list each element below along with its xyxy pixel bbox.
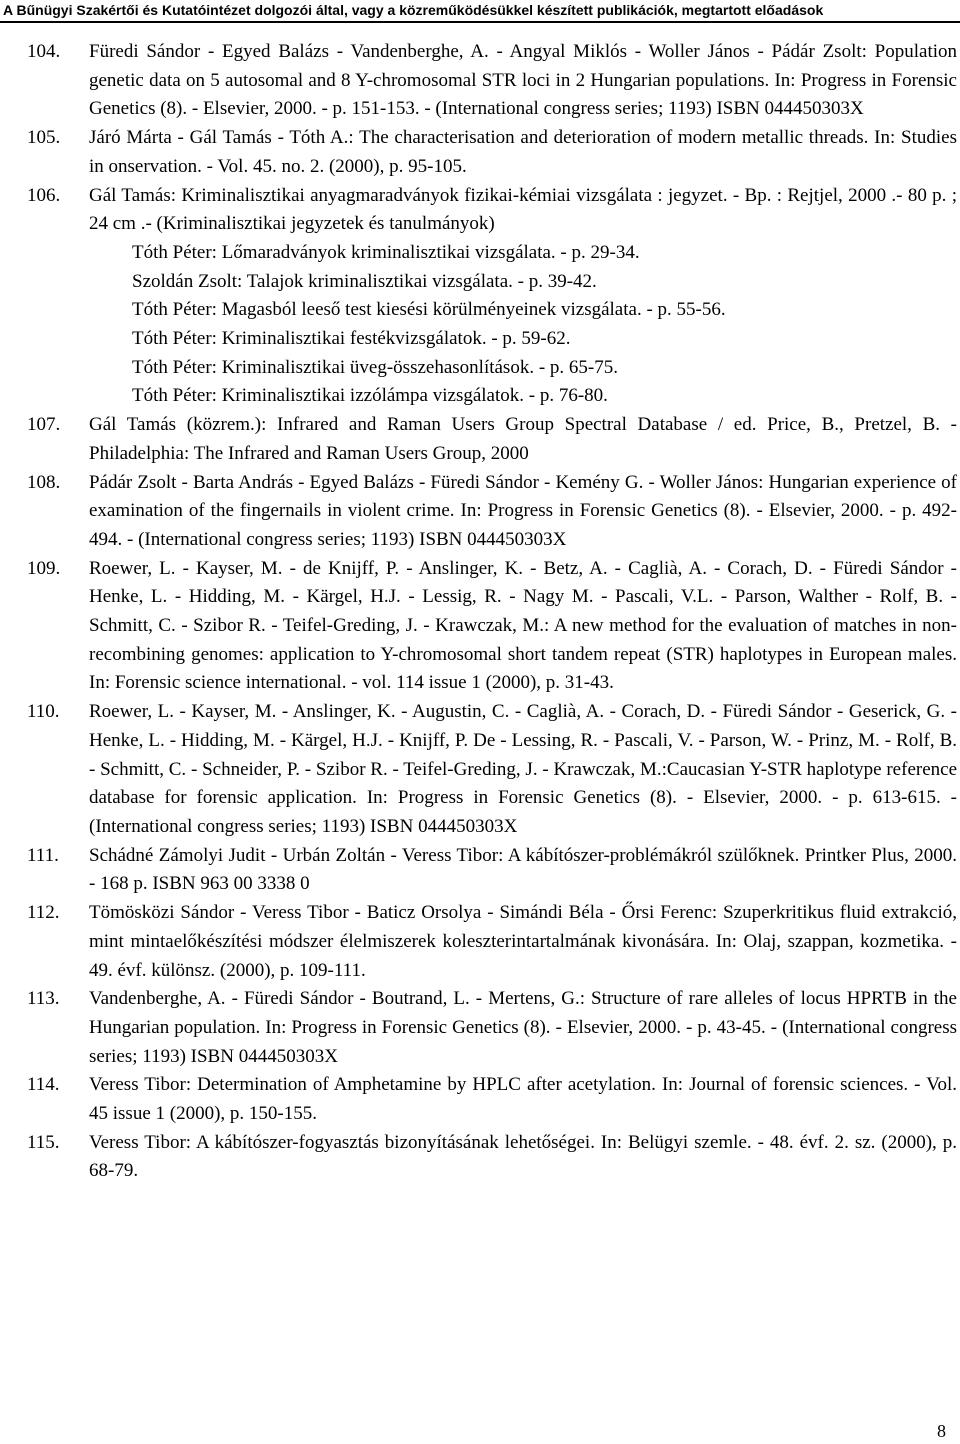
sub-entry: Tóth Péter: Lőmaradványok kriminalisztikai vizsgálata. - p. 29-34. — [132, 241, 640, 263]
entry-number: 109. — [27, 557, 61, 579]
entry-number: 105. — [27, 127, 61, 149]
entry-text: Gál Tamás: Kriminalisztikai anyagmaradványok fizikai-kémiai vizsgálata : jegyzet. - Bp. : Rejtjel, 2000 .- 80 p. ; 24 cm .- (Kriminalisztikai jegyzetek és tanulmányok) — [89, 184, 957, 235]
list-item — [27, 842, 957, 899]
entry-number: 113. — [27, 988, 60, 1010]
list-item — [27, 698, 957, 842]
entry-body — [89, 182, 957, 412]
list-item — [27, 38, 957, 124]
sub-entry: Tóth Péter: Kriminalisztikai izzólámpa vizsgálatok. - p. 76-80. — [132, 385, 608, 407]
entry-number: 114. — [27, 1074, 60, 1096]
sub-entry: Tóth Péter: Kriminalisztikai üveg-összehasonlítások. - p. 65-75. — [132, 356, 618, 378]
entry-number: 112. — [27, 902, 60, 924]
entry-text: Vandenberghe, A. - Füredi Sándor - Boutrand, L. - Mertens, G.: Structure of rare alleles of locus HPRTB in the Hungarian population. In: Progress in Forensic Genetics (8). - Elsevier, 2000. - p. 43-45. - (International congress series; 1193) ISBN 044450303X — [89, 988, 957, 1067]
entry-text: Tömösközi Sándor - Veress Tibor - Baticz Orsolya - Simándi Béla - Őrsi Ferenc: Szuperkritikus fluid extrakció, mint mintaelőkészítési módszer élelmiszerek koleszterintartalmának kivonására. In: Olaj, szappan, kozmetika. - 49. évf. különsz. (2000), p. 109-111. — [89, 902, 957, 981]
list-item — [27, 1071, 957, 1128]
list-item — [27, 411, 957, 468]
entry-number: 111. — [27, 844, 59, 866]
list-item — [27, 124, 957, 181]
list-item — [27, 555, 957, 699]
entry-text: Pádár Zsolt - Barta András - Egyed Balázs - Füredi Sándor - Kemény G. - Woller János: Hungarian experience of examination of the fingernails in violent crime. In: Progress in Forensic Genetics (8). - Elsevier, 2000. - p. 492-494. - (International congress series; 1193) ISBN 044450303X — [89, 471, 957, 550]
header-rule — [0, 21, 960, 23]
entry-text: Füredi Sándor - Egyed Balázs - Vandenberghe, A. - Angyal Miklós - Woller János - Pádár Zsolt: Population genetic data on 5 autosomal and 8 Y-chromosomal STR loci in 2 Hungarian populations. In: Progress in Forensic Genetics (8). - Elsevier, 2000. - p. 151-153. - (International congress series; 1193) ISBN 044450303X — [89, 41, 957, 120]
list-item — [27, 182, 957, 412]
page-header: A Bűnügyi Szakértői és Kutatóintézet dolgozói által, vagy a közreműködésükkel készített publikációk, megtartott előadások — [3, 2, 824, 18]
entry-text: Veress Tibor: Determination of Amphetamine by HPLC after acetylation. In: Journal of forensic sciences. - Vol. 45 issue 1 (2000), p. 150-155. — [89, 1074, 957, 1125]
list-item — [27, 899, 957, 985]
entry-number: 107. — [27, 414, 61, 436]
entry-text: Gál Tamás (közrem.): Infrared and Raman Users Group Spectral Database / ed. Price, B., Pretzel, B. - Philadelphia: The Infrared and Raman Users Group, 2000 — [89, 414, 957, 464]
list-item — [27, 469, 957, 555]
entry-number: 106. — [27, 184, 61, 206]
entry-number: 104. — [27, 41, 61, 62]
entry-text: Roewer, L. - Kayser, M. - de Knijff, P. - Anslinger, K. - Betz, A. - Caglià, A. - Corach, D. - Füredi Sándor - Henke, L. - Hidding, M. - Kärgel, H.J. - Lessig, R. - Nagy M. - Pascali, V.L. - Parson, Walther - Rolf, B. - Schmitt, C. - Szibor R. - Teifel-Greding, J. - Krawczak, M.: A new method for the evaluation of matches in non-recombining genomes: application to Y-chromosomal short tandem repeat (STR) haplotypes in European males. In: Forensic science international. - vol. 114 issue 1 (2000), p. 31-43. — [89, 557, 957, 694]
sub-entry: Tóth Péter: Kriminalisztikai festékvizsgálatok. - p. 59-62. — [132, 328, 571, 350]
page-number: 8 — [937, 1421, 946, 1441]
sub-entry: Szoldán Zsolt: Talajok kriminalisztikai vizsgálata. - p. 39-42. — [132, 270, 597, 292]
entry-text: Járó Márta - Gál Tamás - Tóth A.: The characterisation and deterioration of modern metallic threads. In: Studies in onservation. - Vol. 45. no. 2. (2000), p. 95-105. — [89, 127, 957, 177]
entry-text: Schádné Zámolyi Judit - Urbán Zoltán - Veress Tibor: A kábítószer-problémákról szülőknek. Printker Plus, 2000. - 168 p. ISBN 963 00 3338 0 — [89, 844, 957, 895]
entry-number: 108. — [27, 471, 61, 493]
list-item — [27, 985, 957, 1071]
list-item — [27, 1129, 957, 1186]
entry-text: Veress Tibor: A kábítószer-fogyasztás bizonyításának lehetőségei. In: Belügyi szemle. - 48. évf. 2. sz. (2000), p. 68-79. — [89, 1131, 957, 1182]
entry-number: 110. — [27, 701, 60, 723]
sub-entry: Tóth Péter: Magasból leeső test kiesési körülményeinek vizsgálata. - p. 55-56. — [132, 299, 726, 321]
publication-list — [27, 38, 957, 1186]
entry-number: 115. — [27, 1131, 60, 1153]
entry-text: Roewer, L. - Kayser, M. - Anslinger, K. - Augustin, C. - Caglià, A. - Corach, D. - Füredi Sándor - Geserick, G. - Henke, L. - Hidding, M. - Kärgel, H.J. - Knijff, P. De - Lessing, R. - Pascali, V. - Parson, W. - Prinz, M. - Rolf, B. - Schmitt, C. - Schneider, P. - Szibor R. - Teifel-Greding, J. - Krawczak, M.:Caucasian Y-STR haplotype reference database for forensic application. In: Progress in Forensic Genetics (8). - Elsevier, 2000. - p. 613-615. - (International congress series; 1193) ISBN 044450303X — [89, 701, 957, 837]
